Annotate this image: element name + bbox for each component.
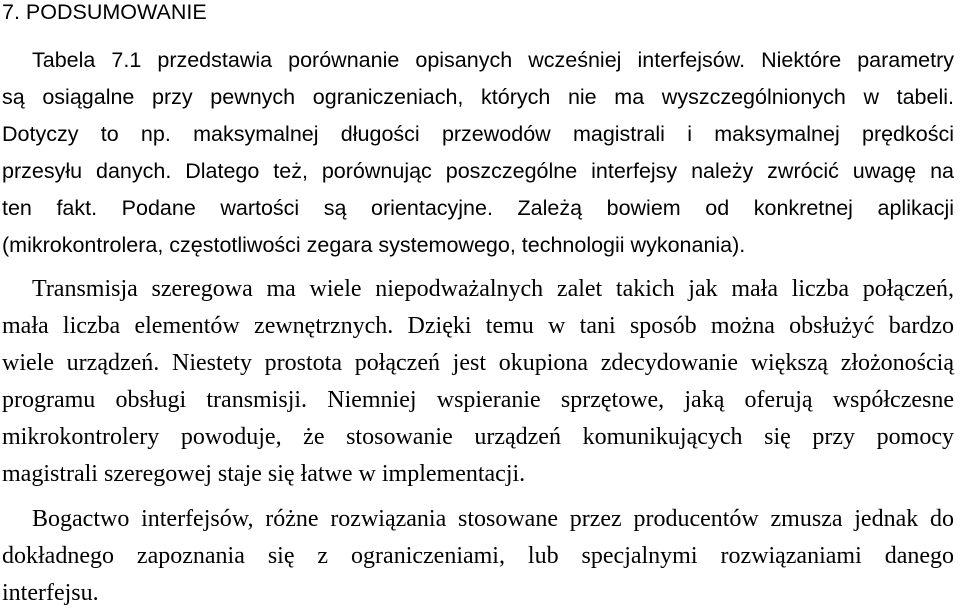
paragraph-line: programu obsługi transmisji. Niemniej wspieranie sprzętowe, jaką oferują współczesne	[2, 387, 954, 413]
paragraph-line: Tabela 7.1 przedstawia porównanie opisanych wcześniej interfejsów. Niektóre parametry	[32, 48, 954, 72]
paragraph-line: są osiągalne przy pewnych ograniczeniach, których nie ma wyszczególnionych w tabeli.	[2, 85, 954, 109]
section-heading: 7. PODSUMOWANIE	[2, 0, 207, 24]
paragraph-line: wiele urządzeń. Niestety prostota połączeń jest okupiona zdecydowanie większą złożonością	[2, 350, 954, 376]
paragraph-line: mikrokontrolery powoduje, że stosowanie urządzeń komunikujących się przy pomocy	[2, 424, 954, 450]
paragraph-line: magistrali szeregowej staje się łatwe w implementacji.	[2, 461, 526, 487]
paragraph-line: przesyłu danych. Dlatego też, porównując poszczególne interfejsy należy zwrócić uwagę na	[2, 159, 954, 183]
paragraph-line: dokładnego zapoznania się z ograniczeniami, lub specjalnymi rozwiązaniami danego	[2, 543, 954, 569]
paragraph-line: mała liczba elementów zewnętrznych. Dzięki temu w tani sposób można obsłużyć bardzo	[2, 313, 954, 339]
paragraph-line: (mikrokontrolera, częstotliwości zegara systemowego, technologii wykonania).	[2, 233, 746, 257]
paragraph-line: Transmisja szeregowa ma wiele niepodważalnych zalet takich jak mała liczba połączeń,	[32, 276, 954, 302]
paragraph-line: Dotyczy to np. maksymalnej długości przewodów magistrali i maksymalnej prędkości	[2, 122, 954, 146]
paragraph-line: interfejsu.	[2, 580, 99, 606]
paragraph-line: Bogactwo interfejsów, różne rozwiązania stosowane przez producentów zmusza jednak do	[32, 506, 954, 532]
paragraph-line: ten fakt. Podane wartości są orientacyjne. Zależą bowiem od konkretnej aplikacji	[2, 196, 954, 220]
